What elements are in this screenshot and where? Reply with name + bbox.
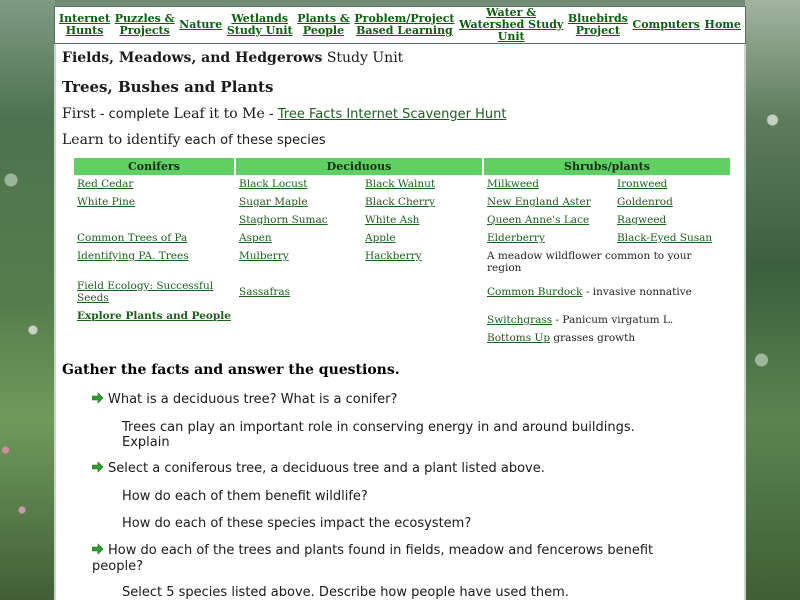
species-link[interactable]: Staghorn Sumac [239,214,328,226]
question-text: How do each of the trees and plants found in fields, meadow and fencerows benefit people? [92,543,654,574]
species-link[interactable]: Queen Anne's Lace [487,214,590,226]
learn-rest: each of these species [180,133,326,148]
page-title-bold: Fields, Meadows, and Hedgerows [62,50,323,66]
table-row [74,329,730,347]
first-instruction [62,106,738,128]
question-2-sub-2: How do each of these species impact the ecosystem? [122,516,472,531]
nav-bluebirds-project[interactable]: Bluebirds Project [567,12,628,37]
nav-computers[interactable]: Computers [632,18,700,31]
question-3-sub: Select 5 species listed above. Describe how people have used them. [122,585,569,600]
arrow-icon [92,392,104,404]
species-link[interactable]: Black Walnut [365,178,436,190]
species-link[interactable]: Ironweed [617,178,668,190]
species-link[interactable]: Sugar Maple [239,196,308,208]
page-title-rest: Study Unit [322,50,404,66]
first-label: First [62,106,96,122]
question-text: What is a deciduous tree? What is a conifer? [108,392,398,407]
nav-puzzles-projects[interactable]: Puzzles & Projects [114,12,175,37]
scavenger-hunt-link[interactable]: Tree Facts Internet Scavenger Hunt [277,107,507,122]
nav-wetlands-study-unit[interactable]: Wetlands Study Unit [226,12,293,37]
table-row [74,175,730,193]
identifying-trees-link[interactable]: Identifying PA. Trees [77,250,189,262]
first-dash: - [264,107,278,122]
species-link[interactable]: Elderberry [487,232,545,244]
nav-internet-hunts[interactable]: Internet Hunts [59,12,111,37]
main-content [54,44,746,600]
species-link[interactable]: Ragweed [617,214,667,226]
species-link[interactable]: Bottoms Up [487,332,551,344]
table-row [74,229,730,247]
explore-plants-link[interactable]: Explore Plants and People [77,310,231,322]
header-deciduous: Deciduous [236,158,484,175]
table-row [74,277,730,307]
table-row [74,211,730,229]
question-3 [92,543,702,575]
species-link[interactable]: Hackberry [365,250,422,262]
common-trees-link[interactable]: Common Trees of Pa [77,232,188,244]
nav-water-watershed[interactable]: Water & Watershed Study Unit [459,6,564,43]
species-link[interactable]: Black Locust [239,178,308,190]
species-link[interactable]: White Ash [365,214,420,226]
species-note: - invasive nonnative [582,286,692,298]
question-1-sub: Trees can play an important role in conserving energy in and around buildings. Explain [122,420,635,450]
question-2-sub-1: How do each of them benefit wildlife? [122,489,368,504]
question-1 [92,392,692,407]
species-link[interactable]: Goldenrod [617,196,673,208]
species-link[interactable]: New England Aster [487,196,591,208]
species-link[interactable]: Black-Eyed Susan [617,232,713,244]
section-heading: Trees, Bushes and Plants [62,78,274,96]
species-link[interactable]: Milkweed [487,178,539,190]
meadow-wildflower-text: A meadow wildflower common to your region [487,250,692,274]
nav-home[interactable]: Home [704,18,741,31]
nav-nature[interactable]: Nature [179,18,223,31]
header-shrubs-plants: Shrubs/plants [484,158,730,175]
learn-instruction [62,132,738,154]
page-title [62,50,738,72]
header-conifers: Conifers [74,158,236,175]
arrow-icon [92,461,104,473]
species-link[interactable]: Black Cherry [365,196,435,208]
species-link[interactable]: Common Burdock [487,286,583,298]
question-text: Select a coniferous tree, a deciduous tree and a plant listed above. [108,461,545,476]
species-link[interactable]: Mulberry [239,250,289,262]
field-ecology-link[interactable]: Field Ecology: Successful Seeds [77,280,214,304]
arrow-icon [92,543,104,555]
table-row [74,247,730,277]
species-table [74,158,730,347]
gather-heading: Gather the facts and answer the questions. [62,362,400,378]
nav-problem-project-learning[interactable]: Problem/Project Based Learning [354,12,455,37]
species-note: - Panicum virgatum L. [552,314,674,326]
top-navigation [54,6,746,44]
species-link[interactable]: White Pine [77,196,136,208]
species-link[interactable]: Sassafras [239,286,291,298]
first-bold: Leaf it to Me [173,106,265,122]
species-link[interactable]: Red Cedar [77,178,134,190]
table-row [74,307,730,329]
species-link[interactable]: Switchgrass [487,314,553,326]
species-link[interactable]: Apple [365,232,396,244]
learn-bold: Learn to identify [62,132,181,148]
nav-plants-people[interactable]: Plants & People [297,12,350,37]
first-text: - complete [95,107,174,122]
question-2 [92,461,692,476]
species-note: grasses growth [550,332,636,344]
species-link[interactable]: Aspen [239,232,272,244]
background-right [745,0,800,600]
background-left [0,0,55,600]
table-row [74,193,730,211]
